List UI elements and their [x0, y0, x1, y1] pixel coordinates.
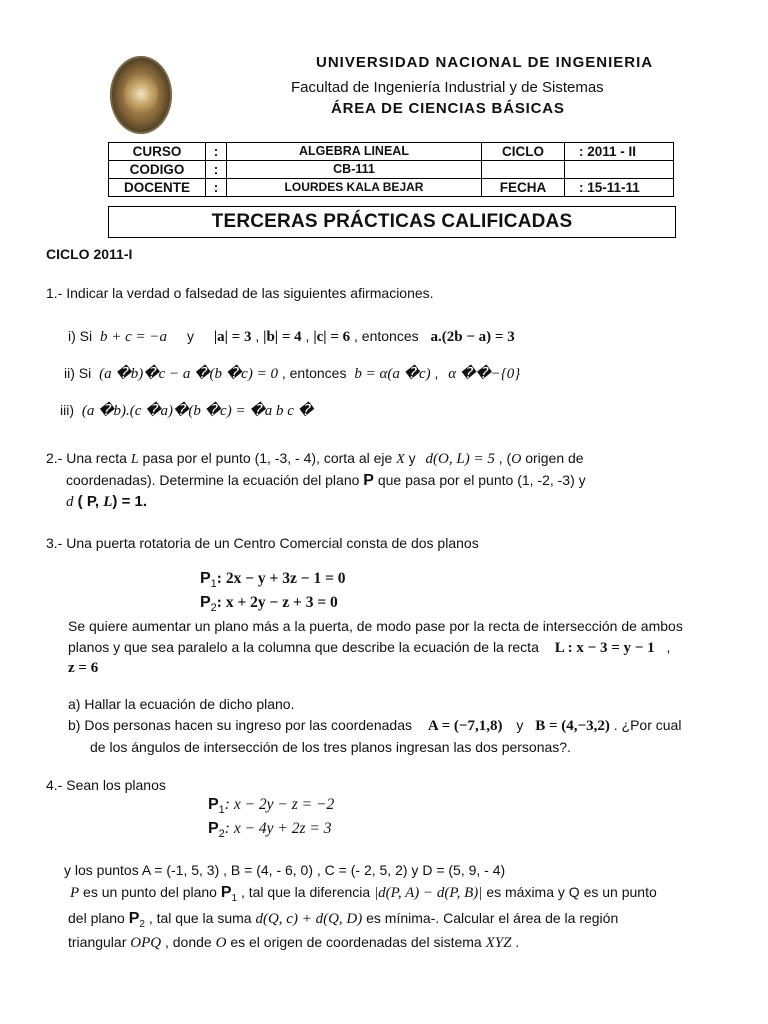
plane-equation: : x + 2y − z + 3 = 0 — [216, 594, 338, 611]
q1-item-i: i) Si b + c = −a y |a| = 3 , |b| = 4 , |c| = 6 , entonces a.(2b − a) = 3 — [68, 328, 515, 345]
q1-iii-prefix: iii) — [60, 402, 74, 418]
plane-label: P — [208, 796, 219, 813]
math-O: O — [511, 452, 522, 467]
q4-intro: 4.- Sean los planos — [46, 777, 166, 793]
difference-expression: |d(P, A) − d(P, B)| — [374, 885, 483, 901]
q4-line3 — [68, 934, 519, 952]
exam-title-banner: TERCERAS PRÁCTICAS CALIFICADAS — [108, 206, 676, 238]
math-L: L — [103, 494, 113, 510]
plane-subscript: 2 — [210, 602, 217, 615]
university-seal — [110, 56, 172, 134]
q3-para-line1: Se quiere aumentar un plano más a la puerta, de modo pase por la recta de intersección de ambos — [68, 618, 683, 634]
ciclo-value: : 2011 - II — [565, 143, 674, 161]
text: triangular — [68, 934, 131, 950]
docente-label: DOCENTE — [109, 179, 206, 197]
text: del plano — [68, 910, 129, 926]
course-info-table — [108, 142, 674, 197]
plane-P: P — [363, 472, 374, 489]
plane-subscript: 1 — [210, 578, 217, 591]
text: , ( — [494, 450, 512, 466]
plane-label: P — [128, 910, 140, 927]
q1-ii-prefix: ii) Si — [64, 365, 92, 381]
faculty-name: Facultad de Ingeniería Industrial y de Sistemas — [291, 79, 604, 96]
codigo-value: CB-111 — [227, 161, 482, 179]
q1-i-result: a.(2b − a) = 3 — [430, 329, 515, 345]
text: , tal que la suma — [144, 910, 256, 926]
q1-i-entonces: , entonces — [354, 328, 419, 344]
q2-line3 — [66, 493, 147, 511]
q1-i-norm-b: |b| = 4 — [263, 329, 302, 345]
text: y — [404, 450, 420, 466]
q1-intro: 1.- Indicar la verdad o falsedad de las siguientes afirmaciones. — [46, 285, 434, 301]
text: y — [516, 717, 524, 733]
q3-item-a: a) Hallar la ecuación de dicho plano. — [68, 696, 295, 712]
fecha-label: FECHA — [482, 179, 565, 197]
text: coordenadas). Determine la ecuación del plano — [66, 472, 364, 488]
math-distance-O-L: d(O, L) = 5 — [425, 451, 495, 467]
codigo-label: CODIGO — [109, 161, 206, 179]
q1-i-y: y — [186, 328, 194, 344]
q3-item-b-line2: de los ángulos de intersección de los tres planos ingresan las dos personas?. — [90, 739, 571, 755]
text: . ¿Por cual — [613, 717, 682, 733]
text: planos y que sea paralelo a la columna que describe la ecuación de la recta — [68, 639, 539, 655]
colon: : — [206, 179, 227, 197]
q3-item-b-line1 — [68, 717, 681, 735]
text: . — [511, 934, 520, 950]
area-name: ÁREA DE CIENCIAS BÁSICAS — [331, 100, 565, 117]
q2-line2 — [66, 472, 586, 490]
math-X: X — [396, 452, 405, 467]
q1-iii-eq: (a �b).(c �a)�(b �c) = �a b c � — [81, 403, 313, 419]
plane-label: P — [220, 884, 232, 901]
plane-label: P — [208, 820, 219, 837]
colon: : — [206, 161, 227, 179]
text: que pasa por el punto (1, -2, -3) y — [373, 472, 586, 488]
math-P: P — [70, 885, 80, 901]
text: es máxima y Q es un punto — [482, 884, 657, 900]
text: es un punto del plano — [79, 884, 221, 900]
plane-label: P — [200, 570, 211, 587]
line-equation: L : x − 3 = y − 1 — [554, 640, 655, 656]
q3-para-line2 — [68, 639, 740, 657]
q1-ii-eq: (a �b)�c − a �(b �c) = 0 — [99, 366, 278, 382]
q1-i-prefix: i) Si — [68, 328, 93, 344]
math-XYZ: XYZ — [485, 935, 512, 951]
fecha-value: : 15-11-11 — [565, 179, 674, 197]
math-L: L — [130, 452, 139, 467]
point-A: A = (−7,1,8) — [427, 718, 503, 734]
curso-value: ALGEBRA LINEAL — [227, 143, 482, 161]
q1-i-eq1: b + c = −a — [100, 329, 168, 345]
q3-plane-2 — [200, 594, 338, 614]
plane-subscript: 2 — [139, 918, 145, 930]
q4-line1 — [70, 884, 657, 904]
ciclo-label: CICLO — [482, 143, 565, 161]
math-OPQ: OPQ — [130, 935, 162, 951]
text: es el origen de coordenadas del sistema — [226, 934, 486, 950]
q3-intro: 3.- Una puerta rotatoria de un Centro Comercial consta de dos planos — [46, 535, 479, 551]
q1-item-iii — [60, 401, 313, 420]
q3-plane-1 — [200, 570, 346, 590]
q1-item-ii: ii) Si (a �b)�c − a �(b �c) = 0 , entonces b = α(a �c) , α ��−{0} — [64, 365, 521, 382]
text: b) Dos personas hacen su ingreso por las coordenadas — [68, 717, 412, 733]
plane-subscript: 1 — [231, 892, 238, 904]
text: ( P, — [73, 493, 104, 510]
q4-points: y los puntos A = (-1, 5, 3) , B = (4, - 6, 0) , C = (- 2, 5, 2) y D = (5, 9, - 4) — [64, 862, 506, 878]
q3-para-line3: z = 6 — [68, 660, 99, 676]
plane-equation: : x − 4y + 2z = 3 — [224, 820, 332, 837]
plane-subscript: 2 — [218, 828, 225, 841]
q1-ii-result: b = α(a �c) — [354, 366, 431, 382]
colon: : — [206, 143, 227, 161]
curso-label: CURSO — [109, 143, 206, 161]
text: , tal que la diferencia — [237, 884, 375, 900]
plane-equation: : 2x − y + 3z − 1 = 0 — [216, 570, 346, 587]
text: 2.- Una recta — [46, 450, 131, 466]
q4-plane-1 — [208, 796, 334, 816]
text: es mínima-. Calcular el área de la región — [362, 910, 619, 926]
plane-label: P — [200, 594, 211, 611]
cycle-heading: CICLO 2011-I — [46, 246, 133, 262]
university-name: UNIVERSIDAD NACIONAL DE INGENIERIA — [316, 54, 654, 71]
plane-equation: : x − 2y − z = −2 — [224, 796, 335, 813]
q1-ii-alpha: α ��−{0} — [448, 366, 521, 382]
math-O: O — [215, 935, 227, 951]
text: ) = 1. — [112, 493, 148, 510]
q4-line2 — [68, 910, 618, 930]
q1-i-norm-c: |c| = 6 — [313, 329, 351, 345]
q2-line1 — [46, 450, 736, 468]
q4-plane-2 — [208, 820, 332, 840]
point-B: B = (4,−3,2) — [535, 718, 610, 734]
math-d: d — [66, 494, 74, 510]
text: , — [666, 639, 671, 655]
q1-ii-entonces: , entonces — [281, 365, 347, 381]
plane-subscript: 1 — [218, 804, 225, 817]
docente-value: LOURDES KALA BEJAR — [227, 179, 482, 197]
sum-expression: d(Q, c) + d(Q, D) — [255, 911, 363, 927]
q1-i-norm-a: |a| = 3 — [213, 329, 252, 345]
text: origen de — [521, 450, 584, 466]
text: pasa por el punto (1, -3, - 4), corta al eje — [138, 450, 397, 466]
text: , donde — [161, 934, 216, 950]
